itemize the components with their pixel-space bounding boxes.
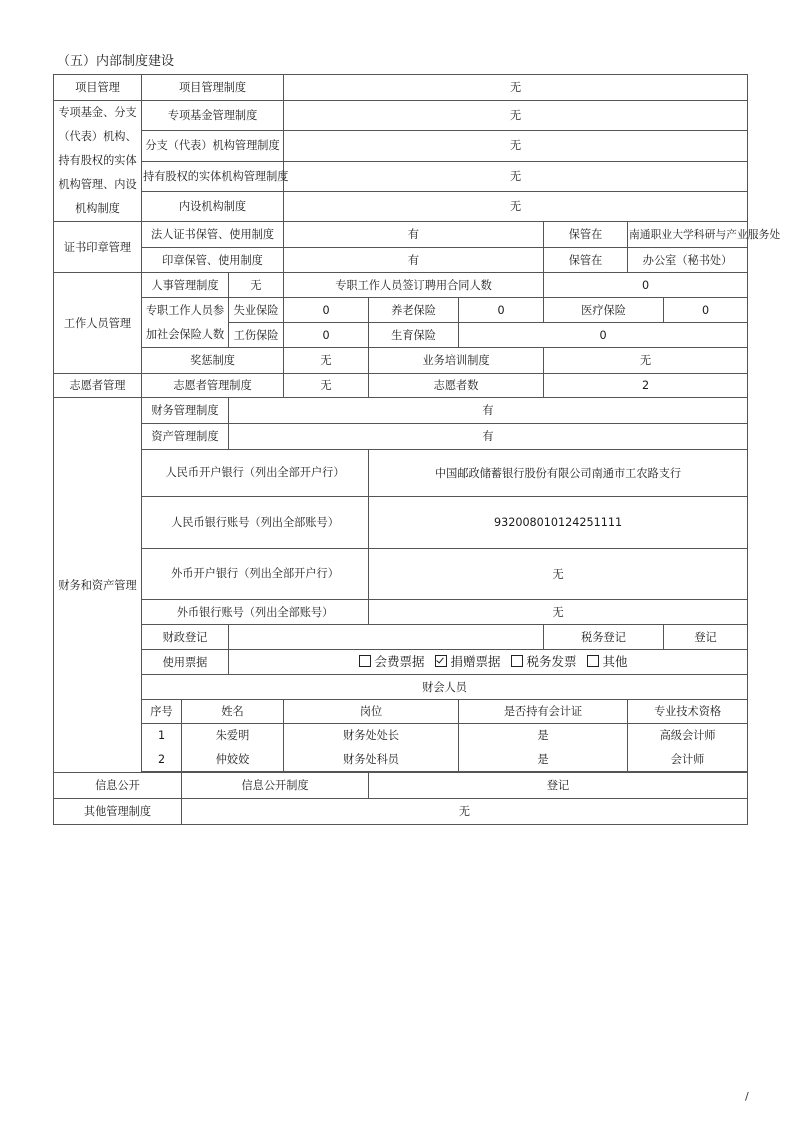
volunteer-system-label: 志愿者管理制度 bbox=[142, 374, 284, 398]
finance-system-row bbox=[54, 398, 748, 424]
accountants-header-row bbox=[54, 700, 748, 724]
asset-system-label: 资产管理制度 bbox=[142, 424, 229, 450]
seal-keep-label: 保管在 bbox=[544, 248, 628, 273]
rmb-bank-row bbox=[54, 450, 748, 497]
accountant-title: 会计师 bbox=[628, 748, 748, 772]
disclosure-system-label: 信息公开制度 bbox=[182, 773, 369, 799]
invoice-option-donation[interactable]: 捐赠票据 bbox=[435, 654, 501, 669]
checkbox-checked-icon[interactable] bbox=[435, 655, 447, 667]
disclosure-group-label: 信息公开 bbox=[54, 773, 182, 799]
fund-system-value: 无 bbox=[284, 101, 748, 131]
table-row bbox=[54, 748, 748, 772]
maternity-label: 生育保险 bbox=[369, 323, 459, 348]
project-group-label: 项目管理 bbox=[54, 75, 142, 101]
training-system-label: 业务培训制度 bbox=[369, 348, 544, 374]
unemployment-value: 0 bbox=[284, 298, 369, 323]
accountants-title: 财会人员 bbox=[142, 675, 748, 700]
finance-system-label: 财务管理制度 bbox=[142, 398, 229, 424]
fiscal-registration-label: 财政登记 bbox=[142, 625, 229, 650]
accountants-title-row bbox=[54, 675, 748, 700]
fx-account-label: 外币银行账号（列出全部账号） bbox=[142, 600, 369, 625]
equity-row bbox=[54, 161, 748, 191]
col-header-cert: 是否持有会计证 bbox=[459, 700, 628, 724]
hr-row bbox=[54, 273, 748, 298]
training-system-value: 无 bbox=[544, 348, 748, 374]
accountant-post: 财务处科员 bbox=[284, 748, 459, 772]
checkbox-unchecked-icon[interactable] bbox=[511, 655, 523, 667]
invoice-options bbox=[229, 650, 748, 675]
cert-keep-label: 保管在 bbox=[544, 222, 628, 248]
registration-row bbox=[54, 625, 748, 650]
section-title: （五）内部制度建设 bbox=[57, 54, 175, 69]
disclosure-system-value: 登记 bbox=[369, 773, 748, 799]
asset-system-row bbox=[54, 424, 748, 450]
volunteer-count-label: 志愿者数 bbox=[369, 374, 544, 398]
invoice-option-membership[interactable]: 会费票据 bbox=[359, 654, 425, 669]
rmb-bank-label: 人民币开户银行（列出全部开户行） bbox=[142, 450, 369, 497]
col-header-post: 岗位 bbox=[284, 700, 459, 724]
checkbox-unchecked-icon[interactable] bbox=[587, 655, 599, 667]
accountant-title: 高级会计师 bbox=[628, 724, 748, 748]
medical-label: 医疗保险 bbox=[544, 298, 664, 323]
branch-row bbox=[54, 131, 748, 161]
accountant-name: 朱爱明 bbox=[182, 724, 284, 748]
equity-system-label: 持有股权的实体机构管理制度 bbox=[142, 161, 284, 191]
volunteer-row bbox=[54, 374, 748, 398]
hr-system-label: 人事管理制度 bbox=[142, 273, 229, 298]
other-group-label: 其他管理制度 bbox=[54, 799, 182, 825]
project-row bbox=[54, 75, 748, 101]
tax-registration-value: 登记 bbox=[664, 625, 748, 650]
other-row bbox=[54, 799, 748, 825]
internal-org-row bbox=[54, 191, 748, 221]
volunteer-group-label: 志愿者管理 bbox=[54, 374, 142, 398]
col-header-title: 专业技术资格 bbox=[628, 700, 748, 724]
rmb-account-row bbox=[54, 497, 748, 549]
invoice-option-other[interactable]: 其他 bbox=[587, 654, 628, 669]
fund-row bbox=[54, 101, 748, 131]
branch-system-value: 无 bbox=[284, 131, 748, 161]
unemployment-label: 失业保险 bbox=[229, 298, 284, 323]
cert-system-value: 有 bbox=[284, 222, 544, 248]
pension-value: 0 bbox=[459, 298, 544, 323]
disclosure-row bbox=[54, 773, 748, 799]
medical-value: 0 bbox=[664, 298, 748, 323]
staff-group-label: 工作人员管理 bbox=[54, 273, 142, 374]
rmb-bank-value: 中国邮政储蓄银行股份有限公司南通市工农路支行 bbox=[369, 450, 748, 497]
injury-value: 0 bbox=[284, 323, 369, 348]
volunteer-count-value: 2 bbox=[544, 374, 748, 398]
cert-system-label: 法人证书保管、使用制度 bbox=[142, 222, 284, 248]
branch-system-label: 分支（代表）机构管理制度 bbox=[142, 131, 284, 161]
maternity-value: 0 bbox=[459, 323, 748, 348]
project-system-value: 无 bbox=[284, 75, 748, 101]
contract-count-label: 专职工作人员签订聘用合同人数 bbox=[284, 273, 544, 298]
cert-row bbox=[54, 222, 748, 248]
hr-system-value: 无 bbox=[229, 273, 284, 298]
pension-label: 养老保险 bbox=[369, 298, 459, 323]
finance-system-value: 有 bbox=[229, 398, 748, 424]
invoice-row bbox=[54, 650, 748, 675]
volunteer-system-value: 无 bbox=[284, 374, 369, 398]
project-system-label: 项目管理制度 bbox=[142, 75, 284, 101]
table-row bbox=[54, 724, 748, 748]
page-mark: / bbox=[745, 1090, 749, 1103]
fx-account-value: 无 bbox=[369, 600, 748, 625]
accountant-no: 2 bbox=[142, 748, 182, 772]
internal-system-table bbox=[53, 74, 781, 825]
accountant-cert: 是 bbox=[459, 748, 628, 772]
fiscal-registration-value bbox=[229, 625, 544, 650]
fund-group-label: 专项基金、分支（代表）机构、持有股权的实体机构管理、内设机构制度 bbox=[54, 101, 142, 222]
col-header-name: 姓名 bbox=[182, 700, 284, 724]
seal-row bbox=[54, 248, 748, 273]
tax-registration-label: 税务登记 bbox=[544, 625, 664, 650]
reward-system-label: 奖惩制度 bbox=[142, 348, 284, 374]
seal-system-value: 有 bbox=[284, 248, 544, 273]
invoice-label: 使用票据 bbox=[142, 650, 229, 675]
rmb-account-label: 人民币银行账号（列出全部账号） bbox=[142, 497, 369, 549]
fx-bank-row bbox=[54, 549, 748, 600]
fx-account-row bbox=[54, 600, 748, 625]
equity-system-value: 无 bbox=[284, 161, 748, 191]
finance-group-label: 财务和资产管理 bbox=[54, 398, 142, 773]
other-system-value: 无 bbox=[182, 799, 748, 825]
accountant-cert: 是 bbox=[459, 724, 628, 748]
seal-system-label: 印章保管、使用制度 bbox=[142, 248, 284, 273]
insurance-row-1 bbox=[54, 298, 748, 323]
asset-system-value: 有 bbox=[229, 424, 748, 450]
seal-keep-value: 办公室（秘书处） bbox=[628, 248, 748, 273]
reward-row bbox=[54, 348, 748, 374]
cert-keep-value: 南通职业大学科研与产业服务处 bbox=[628, 222, 748, 248]
contract-count-value: 0 bbox=[544, 273, 748, 298]
col-header-no: 序号 bbox=[142, 700, 182, 724]
cert-group-label: 证书印章管理 bbox=[54, 222, 142, 273]
accountant-no: 1 bbox=[142, 724, 182, 748]
internal-org-value: 无 bbox=[284, 191, 748, 221]
internal-org-label: 内设机构制度 bbox=[142, 191, 284, 221]
checkbox-unchecked-icon[interactable] bbox=[359, 655, 371, 667]
rmb-account-value: 932008010124251111 bbox=[369, 497, 748, 549]
invoice-option-tax[interactable]: 税务发票 bbox=[511, 654, 577, 669]
insurance-count-label: 专职工作人员参加社会保险人数 bbox=[142, 298, 229, 348]
reward-system-value: 无 bbox=[284, 348, 369, 374]
accountant-post: 财务处处长 bbox=[284, 724, 459, 748]
fx-bank-value: 无 bbox=[369, 549, 748, 600]
accountant-name: 仲姣姣 bbox=[182, 748, 284, 772]
fund-system-label: 专项基金管理制度 bbox=[142, 101, 284, 131]
injury-label: 工伤保险 bbox=[229, 323, 284, 348]
fx-bank-label: 外币开户银行（列出全部开户行） bbox=[142, 549, 369, 600]
